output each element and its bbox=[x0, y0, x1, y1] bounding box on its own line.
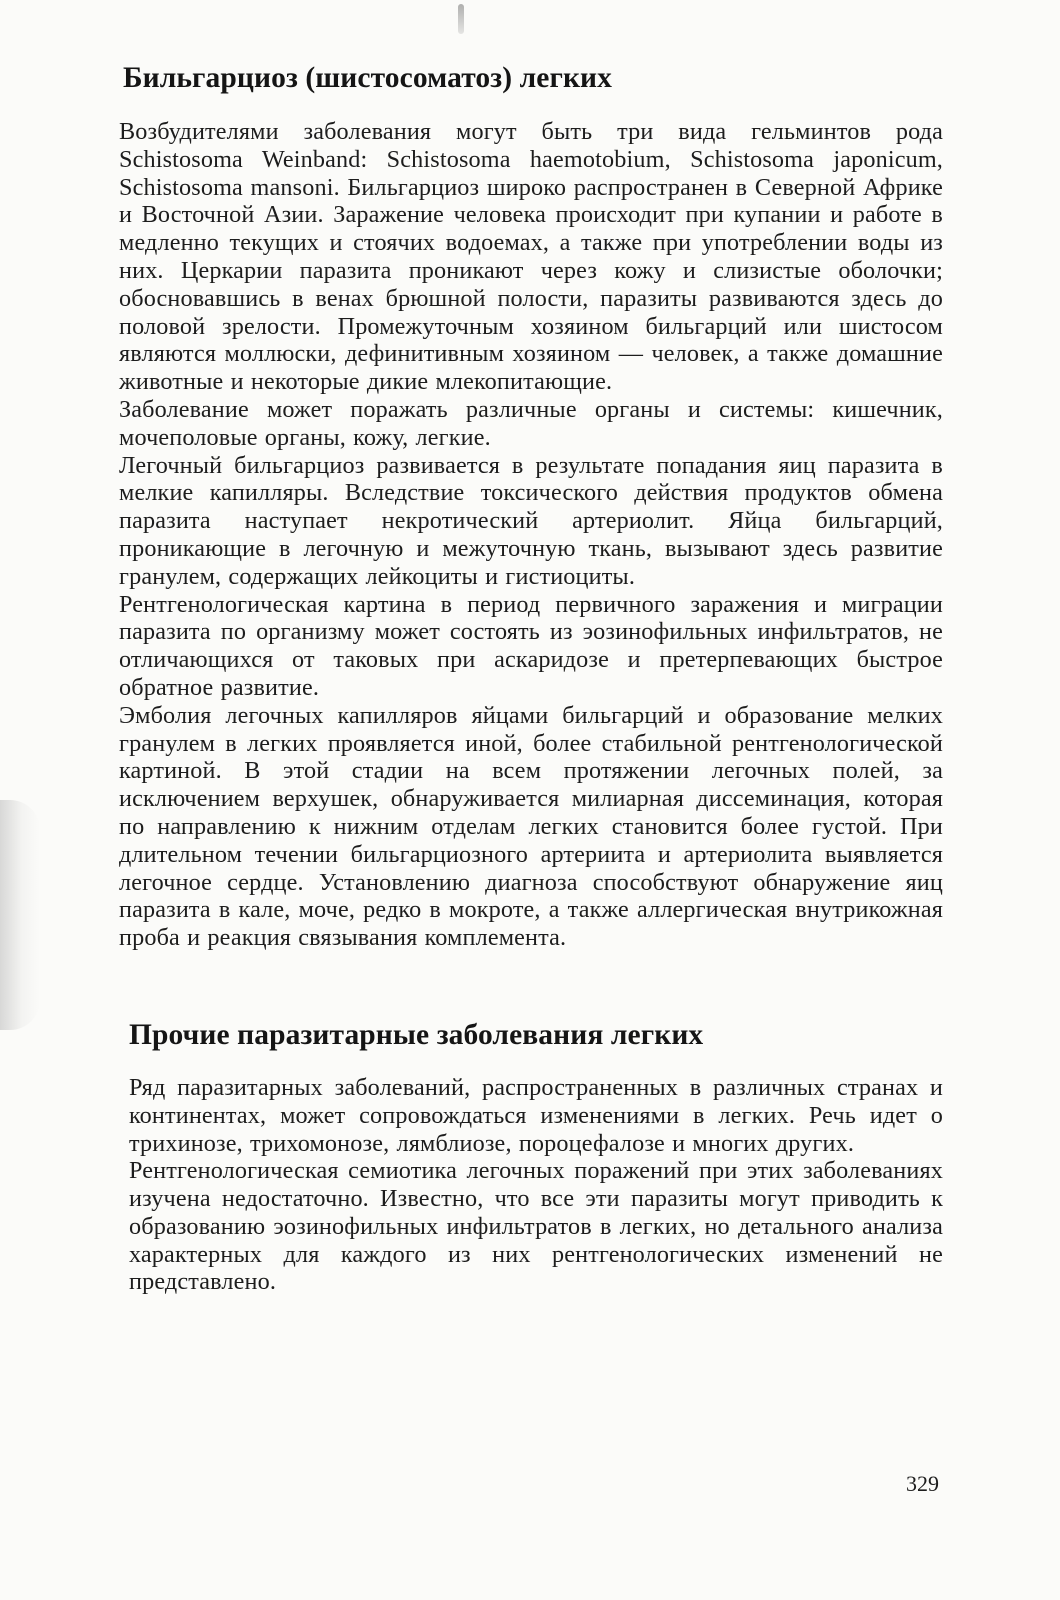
section-title-other-parasitic: Прочие паразитарные заболевания легких bbox=[129, 1018, 704, 1051]
paragraph: Заболевание может поражать различные органы и системы: кишечник, мочеполовые органы, кожу, легкие. bbox=[119, 395, 943, 451]
scan-mark bbox=[458, 4, 464, 34]
page-number: 329 bbox=[906, 1471, 939, 1496]
section-title-bilharziasis: Бильгарциоз (шистосоматоз) легких bbox=[123, 62, 612, 94]
page-content bbox=[119, 58, 943, 1296]
section-body-other-parasitic bbox=[119, 1074, 943, 1296]
paragraph: Эмболия легочных капилляров яйцами бильгарций и образование мелких гранулем в легких проявляется иной, более стабильной рентгенологической картиной. В этой стадии на всем протяжении легочных полей, за исключением верхушек, обнаруживается милиарная диссеминация, которая по направлению к нижним отделам легких становится более густой. При длительном течении бильгарциозного артериита и артериолита выявляется легочное сердце. Установлению диагноза способствуют обнаружение яиц паразита в кале, моче, редко в мокроте, а также аллергическая внутрикожная проба и реакция связывания комплемента. bbox=[119, 701, 943, 952]
paragraph: Легочный бильгарциоз развивается в результате попадания яиц паразита в мелкие капилляры. Вследствие токсического действия продуктов обмена паразита наступает некротический артериолит. Яйца бильгарций, проникающие в легочную и межуточную ткань, вызывают здесь развитие гранулем, содержащих лейкоциты и гистиоциты. bbox=[119, 451, 943, 590]
paragraph: Возбудителями заболевания могут быть три вида гельминтов рода Schistosoma Weinband: Schistosoma haemotobium, Schistosoma japonicum, Schistosoma mansoni. Бильгарциоз широко распространен в Северной Африке и Восточной Азии. Заражение человека происходит при купании и работе в медленно текущих и стоячих водоемах, а также при употреблении воды из них. Церкарии паразита проникают через кожу и слизистые оболочки; обосновавшись в венах брюшной полости, паразиты развиваются здесь до половой зрелости. Промежуточным хозяином бильгарций или шистосом являются моллюски, дефинитивным хозяином — человек, а также домашние животные и некоторые дикие млекопитающие. bbox=[119, 118, 943, 396]
page-edge-shadow bbox=[0, 800, 40, 1030]
paragraph: Ряд паразитарных заболеваний, распространенных в различных странах и континентах, может сопровождаться изменениями в легких. Речь идет о трихинозе, трихомонозе, лямблиозе, пороцефалозе и многих других. bbox=[129, 1073, 943, 1157]
paragraph: Рентгенологическая картина в период первичного заражения и миграции паразита по организму может состоять из эозинофильных инфильтратов, не отличающихся от таковых при аскаридозе и претерпевающих быстрое обратное развитие. bbox=[119, 590, 943, 701]
section-spacer bbox=[119, 952, 943, 1015]
section-body-bilharziasis bbox=[119, 118, 943, 952]
paragraph: Рентгенологическая семиотика легочных поражений при этих заболеваниях изучена недостаточно. Известно, что все эти паразиты могут приводить к образованию эозинофильных инфильтратов в легких, но детального анализа характерных для каждого из них рентгенологических изменений не представлено. bbox=[129, 1157, 943, 1296]
